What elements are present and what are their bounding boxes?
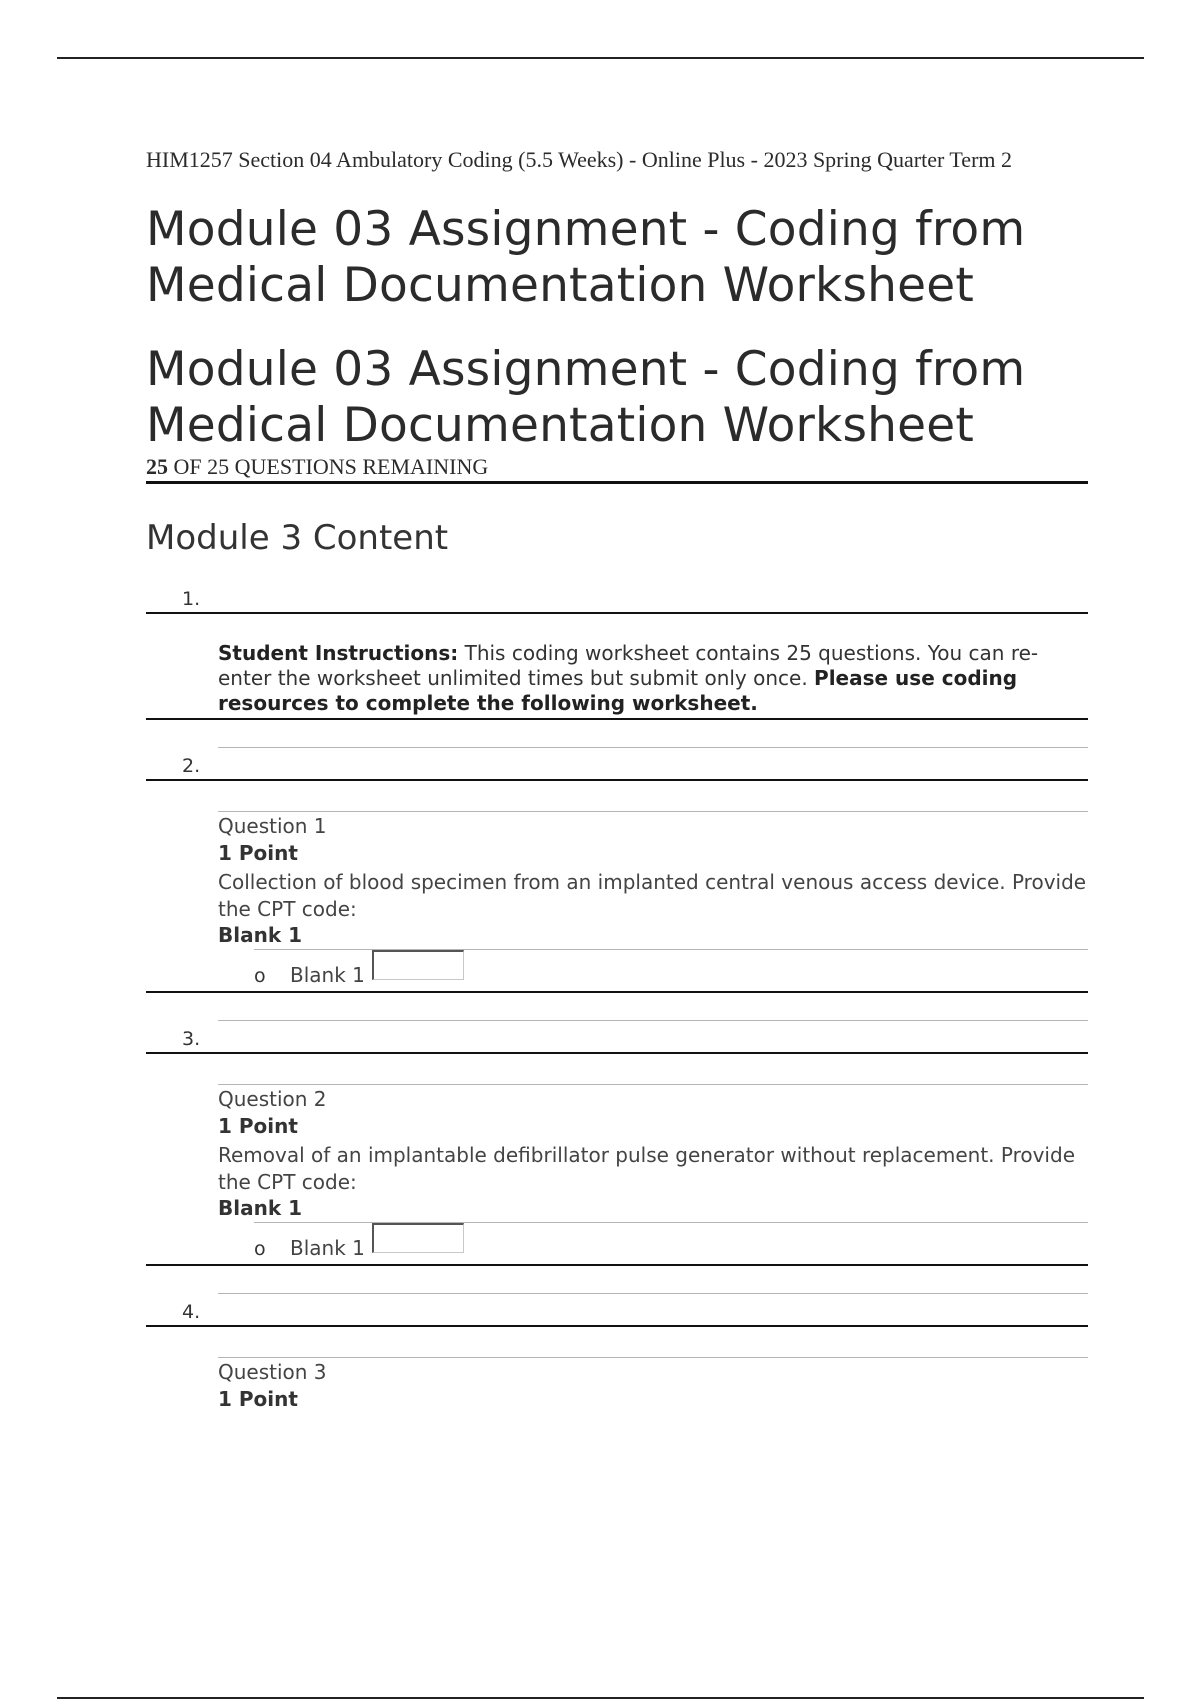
item-instructions (146, 614, 1088, 720)
instructions-emphasis: Please use coding resources to complete the following worksheet. (218, 666, 1018, 715)
remaining-label: OF 25 QUESTIONS REMAINING (168, 454, 489, 479)
page-title: Module 03 Assignment - Coding from Medical Documentation Worksheet (146, 202, 1026, 313)
remaining-count: 25 (146, 454, 168, 479)
item-number-label: 2. (182, 755, 201, 777)
question-label: Question 2 (218, 1087, 327, 1111)
item-number (146, 1020, 1088, 1054)
item-divider (146, 1266, 1088, 1293)
bullet-icon: o (254, 1238, 266, 1260)
question-card (146, 1084, 1088, 1266)
blank-label: Blank 1 (290, 1236, 365, 1260)
item-number (146, 1293, 1088, 1327)
top-rule (57, 57, 1144, 59)
question-card (146, 1357, 1088, 1413)
question-text: Removal of an implantable defibrillator pulse generator without replacement. Provide the CPT code: (218, 1143, 1075, 1194)
section-title: Module 3 Content (146, 518, 449, 558)
bullet-icon: o (254, 965, 266, 987)
student-instructions (218, 614, 1088, 718)
questions-remaining (146, 455, 1088, 484)
item-divider (146, 720, 1088, 747)
blank-heading: Blank 1 (218, 923, 303, 947)
instructions-label: Student Instructions: (218, 641, 459, 665)
blank-1-input[interactable] (372, 950, 464, 980)
item-number (146, 580, 1088, 614)
item-number-label: 1. (182, 588, 201, 610)
worksheet-page (146, 146, 1088, 1413)
item-number-label: 3. (182, 1028, 201, 1050)
question-points: 1 Point (218, 1114, 298, 1138)
question-label: Question 1 (218, 814, 327, 838)
item-number (146, 747, 1088, 781)
question-points: 1 Point (218, 1387, 298, 1411)
question-points: 1 Point (218, 841, 298, 865)
item-divider (146, 993, 1088, 1020)
assignment-title: Module 03 Assignment - Coding from Medical Documentation Worksheet (146, 342, 1026, 453)
bottom-rule (57, 1697, 1144, 1699)
question-label: Question 3 (218, 1360, 327, 1384)
course-name: HIM1257 Section 04 Ambulatory Coding (5.5 Weeks) - Online Plus - 2023 Spring Quarter Term 2 (146, 147, 1013, 172)
blank-heading: Blank 1 (218, 1196, 303, 1220)
blank-1-input[interactable] (372, 1223, 464, 1253)
instructions-text: This coding worksheet contains 25 questions. You can re-enter the worksheet unlimited times but submit only once. (218, 641, 1039, 690)
question-card (146, 811, 1088, 993)
blank-row (146, 1220, 1088, 1264)
item-number-label: 4. (182, 1301, 201, 1323)
question-text: Collection of blood specimen from an implanted central venous access device. Provide the CPT code: (218, 870, 1087, 921)
blank-label: Blank 1 (290, 963, 365, 987)
blank-row (146, 947, 1088, 991)
